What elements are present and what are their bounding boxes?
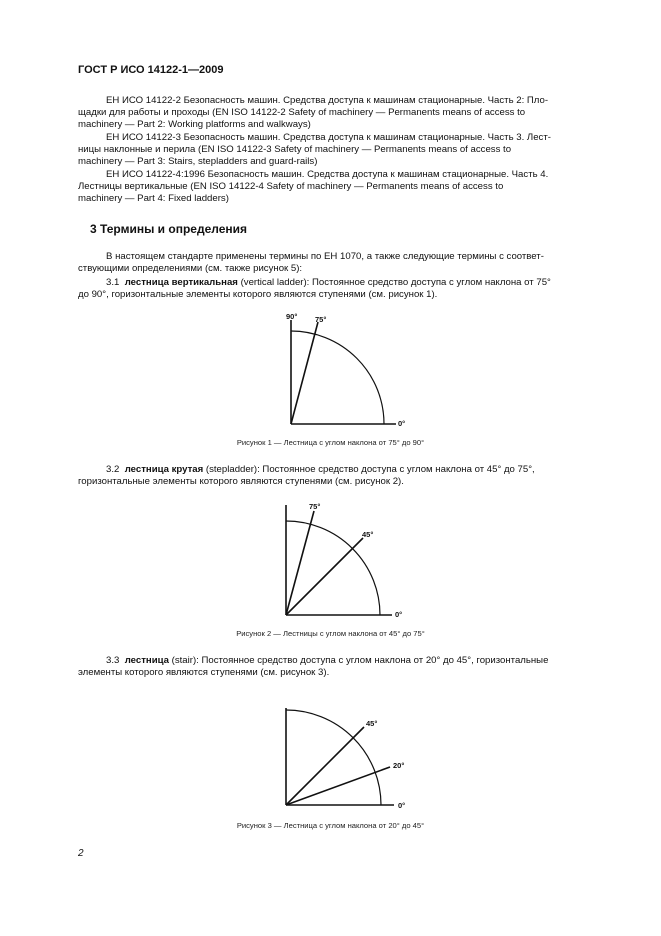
reference-line: machinery — Part 3: Stairs, stepladders and guard-rails)	[78, 156, 318, 168]
reference-line: Лестницы вертикальные (EN ISO 14122-4 Safety of machinery — Permanents means of access to	[78, 181, 504, 193]
term-number: 3.3	[106, 655, 120, 666]
figure-3-caption: Рисунок 3 — Лестница с углом наклона от 20° до 45°	[236, 821, 425, 830]
angle-line-45	[286, 538, 363, 615]
label-0: 0°	[395, 610, 403, 619]
angle-line-75	[286, 511, 314, 615]
term-definition: (stair): Постоянное средство доступа с углом наклона от 20° до 45°, горизонтальные	[168, 655, 549, 666]
term-definition-line: до 90°, горизонтальные элементы которого являются ступенями (см. рисунок 1).	[78, 289, 438, 301]
term-name: лестница крутая	[124, 464, 204, 475]
reference-line: ницы наклонные и перила (EN ISO 14122-3 Safety of machinery — Permanents means of access to	[78, 144, 512, 156]
figure-2	[0, 500, 661, 620]
reference-14122-4	[78, 169, 615, 206]
figure-2-caption: Рисунок 2 — Лестницы с углом наклона от 45° до 75°	[236, 629, 425, 638]
term-definition-line: горизонтальные элементы которого являются ступенями (см. рисунок 2).	[78, 476, 404, 488]
term-name: лестница вертикальная	[124, 277, 238, 288]
term-name: лестница	[124, 655, 169, 666]
reference-line: ЕН ИСО 14122-4:1996 Безопасность машин. Средства доступа к машинам стационарные. Часть 4.	[106, 169, 549, 180]
term-number: 3.2	[106, 464, 120, 475]
angle-line-75	[291, 322, 318, 424]
term-definition: (vertical ladder): Постоянное средство доступа с углом наклона от 75°	[237, 277, 551, 288]
label-45: 45°	[366, 719, 378, 728]
intro-paragraph	[78, 251, 615, 275]
figure-1	[0, 310, 661, 430]
figure-3	[0, 700, 661, 820]
reference-line: machinery — Part 4: Fixed ladders)	[78, 193, 229, 205]
reference-14122-3	[78, 132, 615, 169]
term-3-1	[78, 277, 615, 301]
page-header: ГОСТ Р ИСО 14122-1—2009	[78, 64, 224, 76]
reference-line: щадки для работы и проходы (EN ISO 14122-2 Safety of machinery — Permanents means of access to	[78, 107, 526, 119]
label-75: 75°	[315, 315, 327, 324]
term-number: 3.1	[106, 277, 120, 288]
angle-line-20	[286, 767, 390, 805]
reference-line: ЕН ИСО 14122-2 Безопасность машин. Средства доступа к машинам стационарные. Часть 2: Пло-	[106, 95, 549, 106]
intro-line: В настоящем стандарте применены термины по ЕН 1070, а также следующие термины с соответ-	[106, 251, 544, 262]
label-75: 75°	[309, 502, 321, 511]
label-90: 90°	[286, 312, 298, 321]
section-title: 3 Термины и определения	[90, 222, 248, 236]
term-3-3	[78, 655, 615, 679]
reference-line: machinery — Part 2: Working platforms and walkways)	[78, 119, 311, 131]
term-definition-line: элементы которого являются ступенями (см. рисунок 3).	[78, 667, 330, 679]
figure-1-caption: Рисунок 1 — Лестница с углом наклона от 75° до 90°	[236, 438, 425, 447]
label-0: 0°	[398, 801, 406, 810]
term-3-2	[78, 464, 615, 488]
reference-14122-2	[78, 95, 615, 132]
term-definition: (stepladder): Постоянное средство доступа с углом наклона от 45° до 75°,	[203, 464, 535, 475]
reference-line: ЕН ИСО 14122-3 Безопасность машин. Средства доступа к машинам стационарные. Часть 3. Лест-	[106, 132, 551, 143]
label-45: 45°	[362, 530, 374, 539]
quarter-arc	[291, 331, 384, 424]
page-number: 2	[78, 848, 84, 859]
label-20: 20°	[393, 761, 405, 770]
intro-line: ствующими определениями (см. также рисунок 5):	[78, 263, 303, 275]
label-0: 0°	[398, 419, 406, 428]
angle-line-45	[286, 727, 364, 805]
